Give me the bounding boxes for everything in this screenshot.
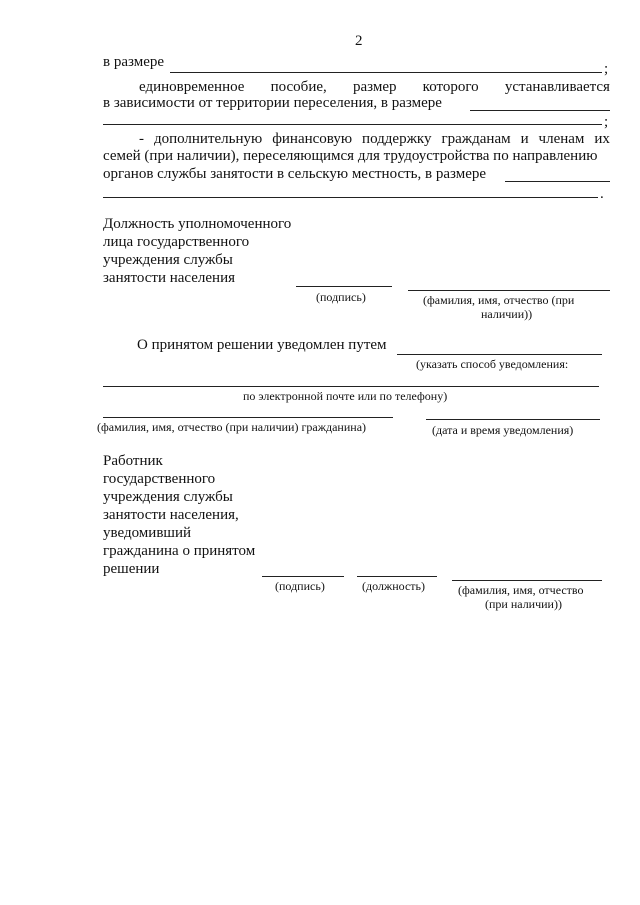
word: - <box>139 131 144 147</box>
worker-title-line-4: занятости населения, <box>103 507 239 523</box>
amount-field-2b[interactable] <box>103 124 602 125</box>
semicolon-2: ; <box>604 114 609 130</box>
lump-sum-benefit-line <box>139 79 610 96</box>
amount-field-2[interactable] <box>470 110 610 111</box>
official-title-line-4: занятости населения <box>103 270 236 286</box>
official-name-caption-1: (фамилия, имя, отчество (при <box>423 293 575 307</box>
worker-name-caption-1: (фамилия, имя, отчество <box>458 583 584 597</box>
word: их <box>594 131 610 147</box>
lump-sum-benefit-line-2: в зависимости от территории переселения, в размере <box>103 95 442 111</box>
official-title-line-3: учреждения службы <box>103 252 233 268</box>
word: членам <box>538 131 585 147</box>
worker-signature-caption: (подпись) <box>275 579 325 593</box>
financial-support-line-3: органов службы занятости в сельскую местность, в размере <box>103 166 487 182</box>
official-signature-field[interactable] <box>296 286 392 287</box>
amount-label-1: в размере <box>103 54 165 70</box>
word: размер <box>352 79 397 95</box>
amount-field-3[interactable] <box>505 181 610 182</box>
amount-field-1[interactable] <box>170 72 602 73</box>
notification-datetime-field[interactable] <box>426 419 600 420</box>
notification-datetime-caption: (дата и время уведомления) <box>432 423 574 437</box>
word: и <box>520 131 529 147</box>
worker-name-field[interactable] <box>452 580 602 581</box>
worker-title-line-6: гражданина о принятом <box>103 543 256 559</box>
notification-label: О принятом решении уведомлен путем <box>137 337 387 353</box>
page-number: 2 <box>355 33 363 49</box>
worker-title-line-1: Работник <box>103 453 163 469</box>
amount-field-3b[interactable] <box>103 197 598 198</box>
notification-method-caption-1: (указать способ уведомления: <box>416 357 569 371</box>
citizen-name-caption: (фамилия, имя, отчество (при наличии) гражданина) <box>97 420 367 434</box>
notification-method-caption-2: по электронной почте или по телефону) <box>243 389 448 403</box>
word: единовременное <box>139 79 245 95</box>
worker-title-line-5: уведомивший <box>103 525 192 541</box>
word: которого <box>422 79 479 95</box>
official-signature-caption: (подпись) <box>316 290 366 304</box>
word: устанавливается <box>504 79 610 95</box>
worker-signature-field[interactable] <box>262 576 344 577</box>
official-name-field[interactable] <box>408 290 610 291</box>
notification-method-field[interactable] <box>397 354 602 355</box>
word: финансовую <box>272 131 353 147</box>
worker-position-field[interactable] <box>357 576 437 577</box>
financial-support-line <box>139 131 610 148</box>
word: дополнительную <box>153 131 263 147</box>
official-title-line-2: лица государственного <box>103 234 250 250</box>
period: . <box>600 186 604 202</box>
word: гражданам <box>441 131 511 147</box>
notification-method-field-2[interactable] <box>103 386 599 387</box>
semicolon-1: ; <box>604 61 609 77</box>
official-name-caption-2: наличии)) <box>481 307 533 321</box>
financial-support-line-2: семей (при наличии), переселяющимся для трудоустройства по направлению <box>103 148 598 164</box>
word: поддержку <box>362 131 432 147</box>
worker-name-caption-2: (при наличии)) <box>485 597 562 611</box>
worker-title-line-3: учреждения службы <box>103 489 233 505</box>
worker-title-line-2: государственного <box>103 471 216 487</box>
worker-position-caption: (должность) <box>362 579 425 593</box>
word: пособие, <box>270 79 327 95</box>
worker-title-line-7: решении <box>103 561 160 577</box>
citizen-name-field[interactable] <box>103 417 393 418</box>
official-title-line-1: Должность уполномоченного <box>103 216 292 232</box>
